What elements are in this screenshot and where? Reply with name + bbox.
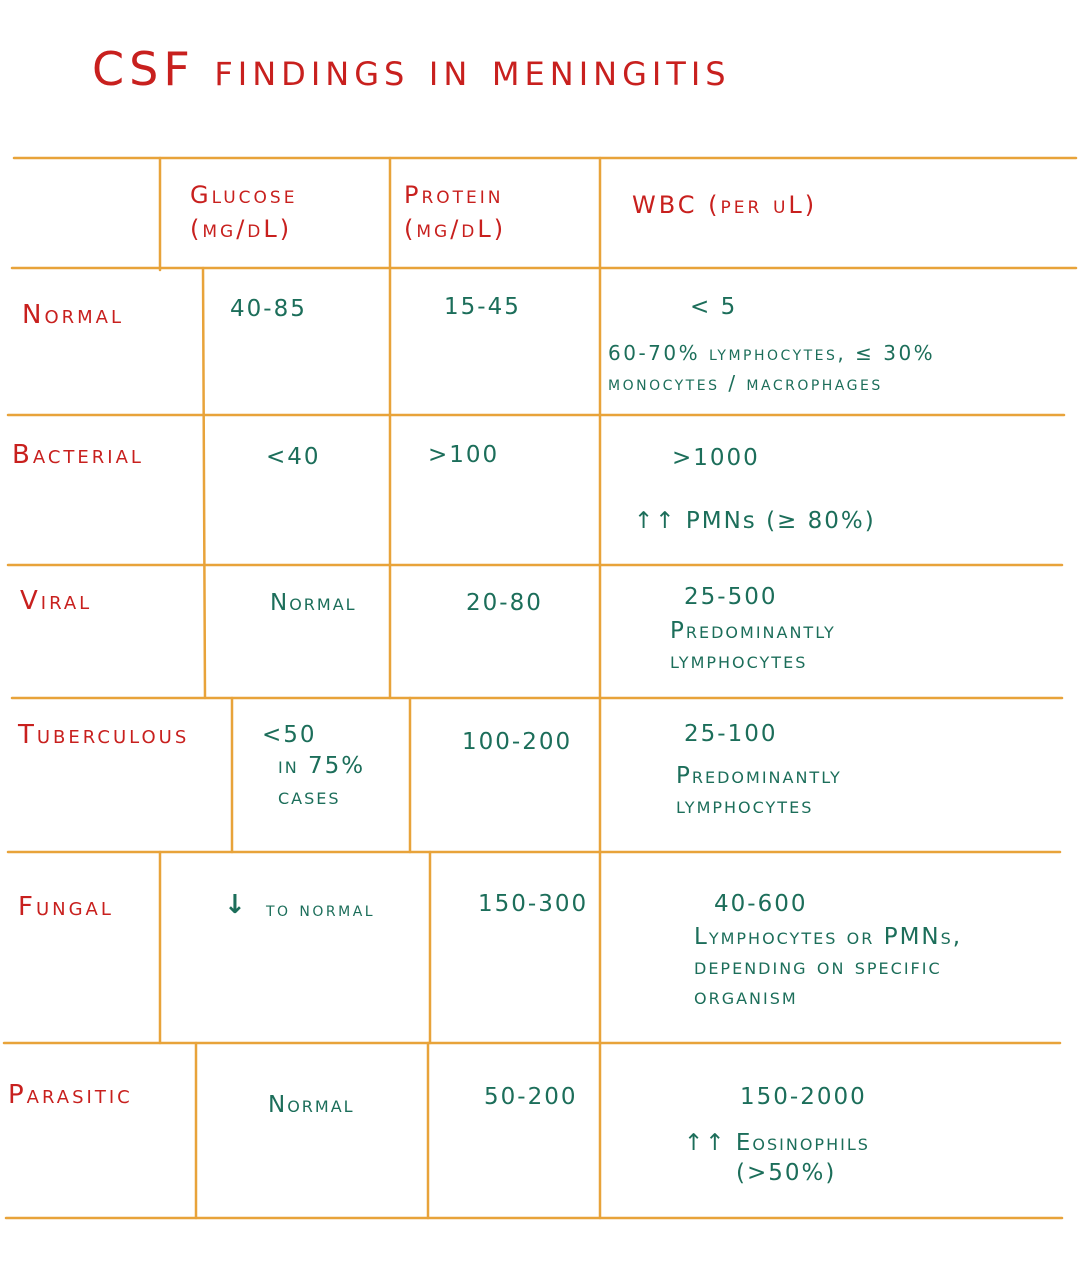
viral-wbc-note-line-2: lymphocytes [670,648,808,674]
fungal-protein: 150-300 [478,891,589,917]
tuberculous-glucose [262,720,365,813]
tuberculous-glucose-line-3: cases [278,784,341,810]
row-label-normal: Normal [22,300,124,330]
column-header-glucose-unit: (mg/dL) [190,215,293,243]
column-header-protein-name: Protein [404,181,504,209]
fungal-wbc-value: 40-600 [714,891,808,917]
viral-glucose: Normal [270,590,357,616]
row-label-tuberculous: Tuberculous [18,720,190,750]
parasitic-wbc-note-line-2: (>50%) [736,1160,837,1186]
bacterial-wbc-note: ↑↑ PMNs (≥ 80%) [634,508,876,534]
row-label-bacterial: Bacterial [12,440,144,470]
row-label-fungal: Fungal [18,892,114,922]
column-header-glucose [190,178,297,246]
bacterial-wbc-value: >1000 [672,445,760,471]
bacterial-protein: >100 [428,442,500,468]
tuberculous-wbc-note-line-2: lymphocytes [676,793,814,819]
column-header-protein [404,178,506,246]
normal-wbc-note-line-1: 60-70% lymphocytes, ≤ 30% [608,341,936,365]
down-arrow-icon: ↓ [224,890,248,920]
viral-protein: 20-80 [466,590,543,616]
fungal-glucose-arrow [224,890,248,921]
parasitic-protein: 50-200 [484,1084,578,1110]
page-title: CSF findings in meningitis [92,42,731,96]
tuberculous-glucose-line-1: <50 [262,722,317,748]
column-header-wbc: WBC (per uL) [632,191,818,219]
row-label-viral: Viral [20,586,93,616]
tuberculous-glucose-line-2: in 75% [278,753,366,779]
fungal-wbc-note [694,922,962,1012]
tuberculous-wbc-note [676,761,842,821]
tuberculous-protein: 100-200 [462,729,573,755]
column-header-protein-unit: (mg/dL) [404,215,507,243]
normal-wbc-note-line-2: monocytes / macrophages [608,371,883,395]
normal-glucose: 40-85 [230,296,307,322]
viral-wbc-note [670,616,836,676]
fungal-wbc-note-line-3: organism [694,984,798,1010]
parasitic-wbc-value: 150-2000 [740,1084,867,1110]
bacterial-glucose: <40 [266,444,321,470]
viral-wbc-value: 25-500 [684,584,778,610]
fungal-wbc-note-line-2: depending on specific [694,954,942,980]
normal-wbc-value: < 5 [690,294,738,320]
normal-wbc-note [608,338,935,398]
tuberculous-wbc-note-line-1: Predominantly [676,763,842,789]
parasitic-wbc-note-line-1: ↑↑ Eosinophils [684,1130,870,1156]
parasitic-glucose: Normal [268,1092,355,1118]
column-header-glucose-name: Glucose [190,181,298,209]
normal-protein: 15-45 [444,294,521,320]
fungal-glucose: to normal [266,897,376,921]
viral-wbc-note-line-1: Predominantly [670,618,836,644]
tuberculous-wbc-value: 25-100 [684,721,778,747]
fungal-wbc-note-line-1: Lymphocytes or PMNs, [694,924,963,950]
parasitic-wbc-note [684,1128,870,1188]
row-label-parasitic: Parasitic [8,1080,133,1110]
